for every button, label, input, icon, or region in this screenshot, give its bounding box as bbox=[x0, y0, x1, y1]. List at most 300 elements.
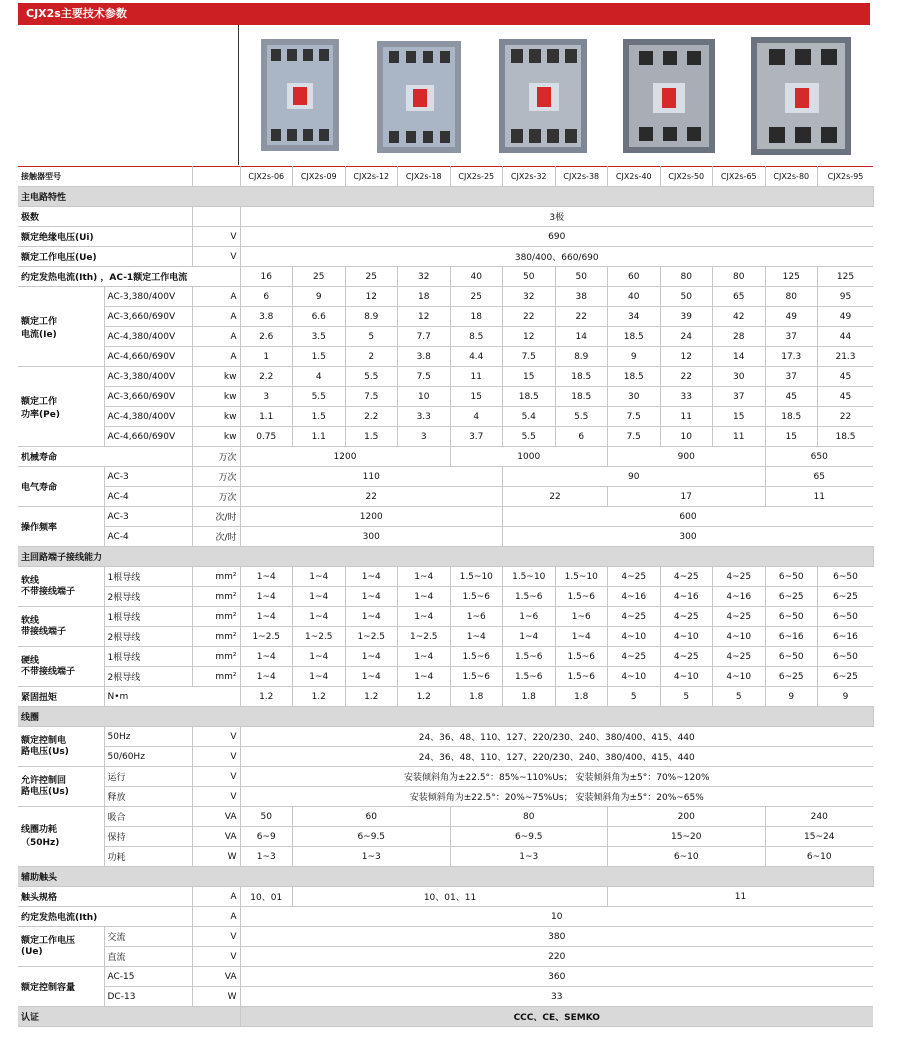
value-cell: 1.5~6 bbox=[450, 587, 503, 607]
table-row bbox=[18, 887, 873, 907]
value-cell: 65 bbox=[713, 287, 766, 307]
value-cell: 11 bbox=[608, 887, 874, 907]
value-cell: 22 bbox=[503, 487, 608, 507]
table-row bbox=[18, 487, 873, 507]
sub-label: AC-4 bbox=[104, 527, 192, 547]
value-cell: 4~16 bbox=[660, 587, 713, 607]
row-label: 额定绝缘电压(Ui) bbox=[18, 227, 192, 247]
value-cell: 1~6 bbox=[503, 607, 556, 627]
sub-label: 交流 bbox=[104, 927, 192, 947]
value-cell: 37 bbox=[713, 387, 766, 407]
value-cell: 1~4 bbox=[240, 567, 293, 587]
value-cell: 1.5 bbox=[345, 427, 398, 447]
table-row bbox=[18, 467, 873, 487]
value-cell: 1~4 bbox=[398, 667, 451, 687]
value-cell: 6~50 bbox=[818, 567, 874, 587]
value-cell: 3.5 bbox=[293, 327, 346, 347]
value-cell: 1~4 bbox=[293, 607, 346, 627]
value-cell: 9 bbox=[608, 347, 661, 367]
section-row bbox=[18, 867, 873, 887]
value-cell: 220 bbox=[240, 947, 873, 967]
table-row bbox=[18, 687, 873, 707]
row-label: 操作频率 bbox=[18, 507, 104, 547]
row-label: 额定工作 功率(Pe) bbox=[18, 367, 104, 447]
value-cell: 38 bbox=[555, 287, 608, 307]
row-label: 额定工作电压 (Ue) bbox=[18, 927, 104, 967]
value-cell: 14 bbox=[713, 347, 766, 367]
unit-cell bbox=[192, 167, 240, 187]
row-label: 额定工作 电流(Ie) bbox=[18, 287, 104, 367]
row-label: 允许控制回 路电压(Us) bbox=[18, 767, 104, 807]
table-row bbox=[18, 207, 873, 227]
value-cell: 6~16 bbox=[818, 627, 874, 647]
value-cell: 6~9.5 bbox=[293, 827, 451, 847]
sub-label: AC-3,660/690V bbox=[104, 307, 192, 327]
row-label: 接触器型号 bbox=[18, 167, 192, 187]
value-cell: 15 bbox=[450, 387, 503, 407]
value-cell: 1~2.5 bbox=[293, 627, 346, 647]
value-cell: 1.5~10 bbox=[503, 567, 556, 587]
unit-cell: V bbox=[192, 947, 240, 967]
sub-label: DC-13 bbox=[104, 987, 192, 1007]
value-cell: 5 bbox=[345, 327, 398, 347]
value-cell: 1~4 bbox=[450, 627, 503, 647]
table-row bbox=[18, 667, 873, 687]
table-row bbox=[18, 347, 873, 367]
value-cell: 6~50 bbox=[765, 647, 818, 667]
value-cell: 6~10 bbox=[765, 847, 873, 867]
value-cell: 1~4 bbox=[345, 667, 398, 687]
value-cell: 22 bbox=[503, 307, 556, 327]
unit-cell: mm² bbox=[192, 607, 240, 627]
value-cell: CCC、CE、SEMKO bbox=[240, 1007, 873, 1027]
sub-label: AC-4,660/690V bbox=[104, 347, 192, 367]
row-label: 硬线 不带接线端子 bbox=[18, 647, 104, 687]
value-cell: 18.5 bbox=[608, 327, 661, 347]
value-cell: 240 bbox=[765, 807, 873, 827]
table-row bbox=[18, 587, 873, 607]
contactor-small-icon bbox=[373, 41, 465, 153]
value-cell: 11 bbox=[713, 427, 766, 447]
value-cell: 1.8 bbox=[450, 687, 503, 707]
value-cell: 1~4 bbox=[503, 627, 556, 647]
value-cell: 1~3 bbox=[450, 847, 608, 867]
table-row bbox=[18, 287, 873, 307]
unit-cell: W bbox=[192, 847, 240, 867]
value-cell: 1.5~6 bbox=[503, 647, 556, 667]
value-cell: 15 bbox=[765, 427, 818, 447]
unit-cell: N•m bbox=[104, 687, 240, 707]
value-cell: 80 bbox=[450, 807, 608, 827]
value-cell: 1~4 bbox=[345, 607, 398, 627]
value-cell: 1.8 bbox=[555, 687, 608, 707]
value-cell: 49 bbox=[765, 307, 818, 327]
section-title: 线圈 bbox=[18, 707, 873, 727]
value-cell: 95 bbox=[818, 287, 874, 307]
section-title: 主回路端子接线能力 bbox=[18, 547, 873, 567]
row-label: 约定发热电流(Ith) ，AC-1额定工作电流 bbox=[18, 267, 240, 287]
value-cell: 42 bbox=[713, 307, 766, 327]
unit-cell: A bbox=[192, 907, 240, 927]
value-cell: 10、01、11 bbox=[293, 887, 608, 907]
value-cell: 1~4 bbox=[398, 647, 451, 667]
value-cell: 12 bbox=[345, 287, 398, 307]
table-row bbox=[18, 627, 873, 647]
value-cell: 1~4 bbox=[240, 647, 293, 667]
value-cell: 300 bbox=[240, 527, 503, 547]
unit-cell: 次/时 bbox=[192, 507, 240, 527]
value-cell: 1~4 bbox=[398, 607, 451, 627]
unit-cell: A bbox=[192, 347, 240, 367]
unit-cell: 次/时 bbox=[192, 527, 240, 547]
value-cell: 1.2 bbox=[398, 687, 451, 707]
value-cell: 1~4 bbox=[240, 667, 293, 687]
value-cell: 1~2.5 bbox=[398, 627, 451, 647]
value-cell: 10 bbox=[660, 427, 713, 447]
value-cell: 12 bbox=[398, 307, 451, 327]
unit-cell: A bbox=[192, 307, 240, 327]
value-cell: 380/400、660/690 bbox=[240, 247, 873, 267]
value-cell: 4~16 bbox=[713, 587, 766, 607]
row-label: 触头规格 bbox=[18, 887, 192, 907]
value-cell: 90 bbox=[503, 467, 766, 487]
value-cell: 24、36、48、110、127、220/230、240、380/400、415、440 bbox=[240, 727, 873, 747]
value-cell: 18.5 bbox=[608, 367, 661, 387]
value-cell: 9 bbox=[765, 687, 818, 707]
row-label: 额定控制容量 bbox=[18, 967, 104, 1007]
table-row bbox=[18, 387, 873, 407]
value-cell: 4~25 bbox=[608, 647, 661, 667]
value-cell: 1~4 bbox=[293, 667, 346, 687]
value-cell: 40 bbox=[450, 267, 503, 287]
value-cell: 50 bbox=[503, 267, 556, 287]
unit-cell: mm² bbox=[192, 587, 240, 607]
value-cell: 15 bbox=[503, 367, 556, 387]
contactor-medium-icon bbox=[495, 39, 591, 153]
unit-cell: V bbox=[192, 787, 240, 807]
sub-label: AC-4,660/690V bbox=[104, 427, 192, 447]
unit-cell: A bbox=[192, 327, 240, 347]
value-cell: 8.9 bbox=[555, 347, 608, 367]
value-cell: 2.2 bbox=[240, 367, 293, 387]
sub-label: 功耗 bbox=[104, 847, 192, 867]
value-cell: 6~9.5 bbox=[450, 827, 608, 847]
value-cell: 6~25 bbox=[818, 667, 874, 687]
value-cell: 1~4 bbox=[398, 567, 451, 587]
value-cell: 11 bbox=[660, 407, 713, 427]
value-cell: CJX2s-95 bbox=[818, 167, 874, 187]
value-cell: 6~10 bbox=[608, 847, 766, 867]
table-row bbox=[18, 747, 873, 767]
value-cell: 6~25 bbox=[765, 667, 818, 687]
value-cell: 5 bbox=[608, 687, 661, 707]
sub-label: AC-15 bbox=[104, 967, 192, 987]
table-title: CJX2s主要技术参数 bbox=[18, 3, 870, 25]
value-cell: 80 bbox=[713, 267, 766, 287]
row-label: 紧固扭矩 bbox=[18, 687, 104, 707]
value-cell: 1~3 bbox=[293, 847, 451, 867]
value-cell: 8.5 bbox=[450, 327, 503, 347]
value-cell: 9 bbox=[818, 687, 874, 707]
value-cell: 25 bbox=[345, 267, 398, 287]
value-cell: 10、01 bbox=[240, 887, 293, 907]
unit-cell: 万次 bbox=[192, 487, 240, 507]
value-cell: 4~25 bbox=[660, 647, 713, 667]
section-title: 辅助触头 bbox=[18, 867, 873, 887]
value-cell: 6~50 bbox=[818, 607, 874, 627]
value-cell: 4.4 bbox=[450, 347, 503, 367]
value-cell: 45 bbox=[765, 387, 818, 407]
table-row bbox=[18, 907, 873, 927]
unit-cell: mm² bbox=[192, 667, 240, 687]
value-cell: 1~4 bbox=[293, 647, 346, 667]
table-row bbox=[18, 507, 873, 527]
value-cell: 6~16 bbox=[765, 627, 818, 647]
value-cell: 1.2 bbox=[345, 687, 398, 707]
value-cell: 11 bbox=[765, 487, 873, 507]
sub-label: 直流 bbox=[104, 947, 192, 967]
value-cell: 33 bbox=[660, 387, 713, 407]
value-cell: 4 bbox=[450, 407, 503, 427]
contactor-large-icon bbox=[621, 39, 717, 153]
value-cell: 24 bbox=[660, 327, 713, 347]
model-header-row bbox=[18, 167, 873, 187]
value-cell: 110 bbox=[240, 467, 503, 487]
unit-cell: V bbox=[192, 927, 240, 947]
value-cell: 40 bbox=[608, 287, 661, 307]
value-cell: 1~4 bbox=[240, 587, 293, 607]
unit-cell: kw bbox=[192, 387, 240, 407]
unit-cell: V bbox=[192, 747, 240, 767]
value-cell: CJX2s-32 bbox=[503, 167, 556, 187]
unit-cell: mm² bbox=[192, 627, 240, 647]
value-cell: 12 bbox=[503, 327, 556, 347]
sub-label: 1根导线 bbox=[104, 607, 192, 627]
section-row bbox=[18, 187, 873, 207]
value-cell: 0.75 bbox=[240, 427, 293, 447]
value-cell: 6~25 bbox=[818, 587, 874, 607]
value-cell: 3 bbox=[240, 387, 293, 407]
value-cell: 18.5 bbox=[818, 427, 874, 447]
sub-label: AC-4,380/400V bbox=[104, 327, 192, 347]
value-cell: 5.5 bbox=[293, 387, 346, 407]
contactor-image-5 bbox=[749, 37, 853, 155]
value-cell: 1~4 bbox=[345, 647, 398, 667]
value-cell: 22 bbox=[818, 407, 874, 427]
value-cell: CJX2s-25 bbox=[450, 167, 503, 187]
unit-cell: kw bbox=[192, 427, 240, 447]
value-cell: 2.2 bbox=[345, 407, 398, 427]
value-cell: 200 bbox=[608, 807, 766, 827]
value-cell: 1.1 bbox=[240, 407, 293, 427]
unit-cell: A bbox=[192, 287, 240, 307]
value-cell: 44 bbox=[818, 327, 874, 347]
value-cell: 65 bbox=[765, 467, 873, 487]
sub-label: 运行 bbox=[104, 767, 192, 787]
table-row bbox=[18, 967, 873, 987]
table-row bbox=[18, 447, 873, 467]
value-cell: 1~4 bbox=[240, 607, 293, 627]
value-cell: 49 bbox=[818, 307, 874, 327]
sub-label: AC-4,380/400V bbox=[104, 407, 192, 427]
unit-cell: VA bbox=[192, 827, 240, 847]
table-row bbox=[18, 307, 873, 327]
section-title: 主电路特性 bbox=[18, 187, 873, 207]
value-cell: 4~25 bbox=[713, 567, 766, 587]
row-label: 电气寿命 bbox=[18, 467, 104, 507]
unit-cell: 万次 bbox=[192, 467, 240, 487]
value-cell: 1~6 bbox=[450, 607, 503, 627]
value-cell: 28 bbox=[713, 327, 766, 347]
value-cell: 3 bbox=[398, 427, 451, 447]
value-cell: 6~9 bbox=[240, 827, 293, 847]
value-cell: 1~4 bbox=[345, 587, 398, 607]
value-cell: 37 bbox=[765, 327, 818, 347]
table-row bbox=[18, 847, 873, 867]
row-label: 线圈功耗 （50Hz) bbox=[18, 807, 104, 867]
table-row bbox=[18, 767, 873, 787]
table-row bbox=[18, 727, 873, 747]
value-cell: 1.5~6 bbox=[555, 587, 608, 607]
value-cell: 3.8 bbox=[398, 347, 451, 367]
value-cell: 15 bbox=[713, 407, 766, 427]
value-cell: 6 bbox=[240, 287, 293, 307]
value-cell: 18 bbox=[450, 307, 503, 327]
value-cell: 8.9 bbox=[345, 307, 398, 327]
table-row bbox=[18, 927, 873, 947]
value-cell: 1.2 bbox=[293, 687, 346, 707]
value-cell: 650 bbox=[765, 447, 873, 467]
value-cell: CJX2s-06 bbox=[240, 167, 293, 187]
value-cell: 3极 bbox=[240, 207, 873, 227]
section-title: 认证 bbox=[18, 1007, 240, 1027]
table-row bbox=[18, 807, 873, 827]
value-cell: 5.5 bbox=[555, 407, 608, 427]
value-cell: 1.5~6 bbox=[503, 587, 556, 607]
value-cell: 1~4 bbox=[293, 587, 346, 607]
value-cell: 16 bbox=[240, 267, 293, 287]
value-cell: 1.1 bbox=[293, 427, 346, 447]
value-cell: 1.8 bbox=[503, 687, 556, 707]
unit-cell: W bbox=[192, 987, 240, 1007]
value-cell: 4~10 bbox=[660, 627, 713, 647]
sub-label: AC-3 bbox=[104, 507, 192, 527]
value-cell: 125 bbox=[818, 267, 874, 287]
contactor-image-3 bbox=[495, 39, 591, 153]
sub-label: 50Hz bbox=[104, 727, 192, 747]
value-cell: 安装倾斜角为±22.5°：20%~75%Us； 安装倾斜角为±5°：20%~65% bbox=[240, 787, 873, 807]
spec-table bbox=[18, 166, 874, 1027]
value-cell: 3.7 bbox=[450, 427, 503, 447]
sub-label: 2根导线 bbox=[104, 627, 192, 647]
unit-cell: kw bbox=[192, 367, 240, 387]
value-cell: 4~10 bbox=[660, 667, 713, 687]
unit-cell: kw bbox=[192, 407, 240, 427]
value-cell: 22 bbox=[240, 487, 503, 507]
unit-cell: V bbox=[192, 227, 240, 247]
value-cell: 1.5~6 bbox=[450, 667, 503, 687]
value-cell: 15~20 bbox=[608, 827, 766, 847]
value-cell: 32 bbox=[398, 267, 451, 287]
value-cell: 37 bbox=[765, 367, 818, 387]
value-cell: 18.5 bbox=[765, 407, 818, 427]
value-cell: CJX2s-18 bbox=[398, 167, 451, 187]
contactor-xlarge-icon bbox=[749, 37, 853, 155]
value-cell: 4~25 bbox=[660, 607, 713, 627]
value-cell: 1.5 bbox=[293, 347, 346, 367]
value-cell: 6.6 bbox=[293, 307, 346, 327]
value-cell: 1~4 bbox=[398, 587, 451, 607]
value-cell: 3.3 bbox=[398, 407, 451, 427]
row-label: 软线 不带接线端子 bbox=[18, 567, 104, 607]
value-cell: CJX2s-40 bbox=[608, 167, 661, 187]
unit-cell: mm² bbox=[192, 647, 240, 667]
value-cell: 1.5~6 bbox=[450, 647, 503, 667]
value-cell: 17 bbox=[608, 487, 766, 507]
section-row bbox=[18, 1007, 873, 1027]
value-cell: 7.5 bbox=[503, 347, 556, 367]
table-row bbox=[18, 527, 873, 547]
value-cell: 4~10 bbox=[608, 627, 661, 647]
table-row bbox=[18, 227, 873, 247]
value-cell: 7.5 bbox=[345, 387, 398, 407]
value-cell: CJX2s-80 bbox=[765, 167, 818, 187]
value-cell: 22 bbox=[555, 307, 608, 327]
value-cell: 2 bbox=[345, 347, 398, 367]
unit-cell bbox=[192, 207, 240, 227]
value-cell: 10 bbox=[240, 907, 873, 927]
value-cell: 1~4 bbox=[293, 567, 346, 587]
value-cell: 1~2.5 bbox=[240, 627, 293, 647]
row-label: 软线 带接线端子 bbox=[18, 607, 104, 647]
value-cell: 50 bbox=[660, 287, 713, 307]
value-cell: 7.7 bbox=[398, 327, 451, 347]
value-cell: 25 bbox=[450, 287, 503, 307]
table-row bbox=[18, 607, 873, 627]
value-cell: 5.5 bbox=[345, 367, 398, 387]
value-cell: 1~3 bbox=[240, 847, 293, 867]
value-cell: 45 bbox=[818, 387, 874, 407]
value-cell: 5.4 bbox=[503, 407, 556, 427]
value-cell: 1000 bbox=[450, 447, 608, 467]
value-cell: 50 bbox=[240, 807, 293, 827]
value-cell: 600 bbox=[503, 507, 874, 527]
value-cell: 4~25 bbox=[608, 607, 661, 627]
value-cell: CJX2s-38 bbox=[555, 167, 608, 187]
value-cell: 4~16 bbox=[608, 587, 661, 607]
table-row bbox=[18, 987, 873, 1007]
value-cell: 80 bbox=[660, 267, 713, 287]
value-cell: 6 bbox=[555, 427, 608, 447]
row-label: 极数 bbox=[18, 207, 192, 227]
sub-label: AC-3 bbox=[104, 467, 192, 487]
value-cell: 360 bbox=[240, 967, 873, 987]
value-cell: 4~25 bbox=[660, 567, 713, 587]
value-cell: 5 bbox=[713, 687, 766, 707]
value-cell: 50 bbox=[555, 267, 608, 287]
value-cell: 30 bbox=[608, 387, 661, 407]
section-row bbox=[18, 547, 873, 567]
value-cell: 6~50 bbox=[818, 647, 874, 667]
value-cell: 45 bbox=[818, 367, 874, 387]
value-cell: 1.5~10 bbox=[555, 567, 608, 587]
value-cell: 1200 bbox=[240, 507, 503, 527]
sub-label: 保持 bbox=[104, 827, 192, 847]
value-cell: 10 bbox=[398, 387, 451, 407]
value-cell: 380 bbox=[240, 927, 873, 947]
value-cell: 125 bbox=[765, 267, 818, 287]
contactor-image-2 bbox=[373, 41, 465, 153]
